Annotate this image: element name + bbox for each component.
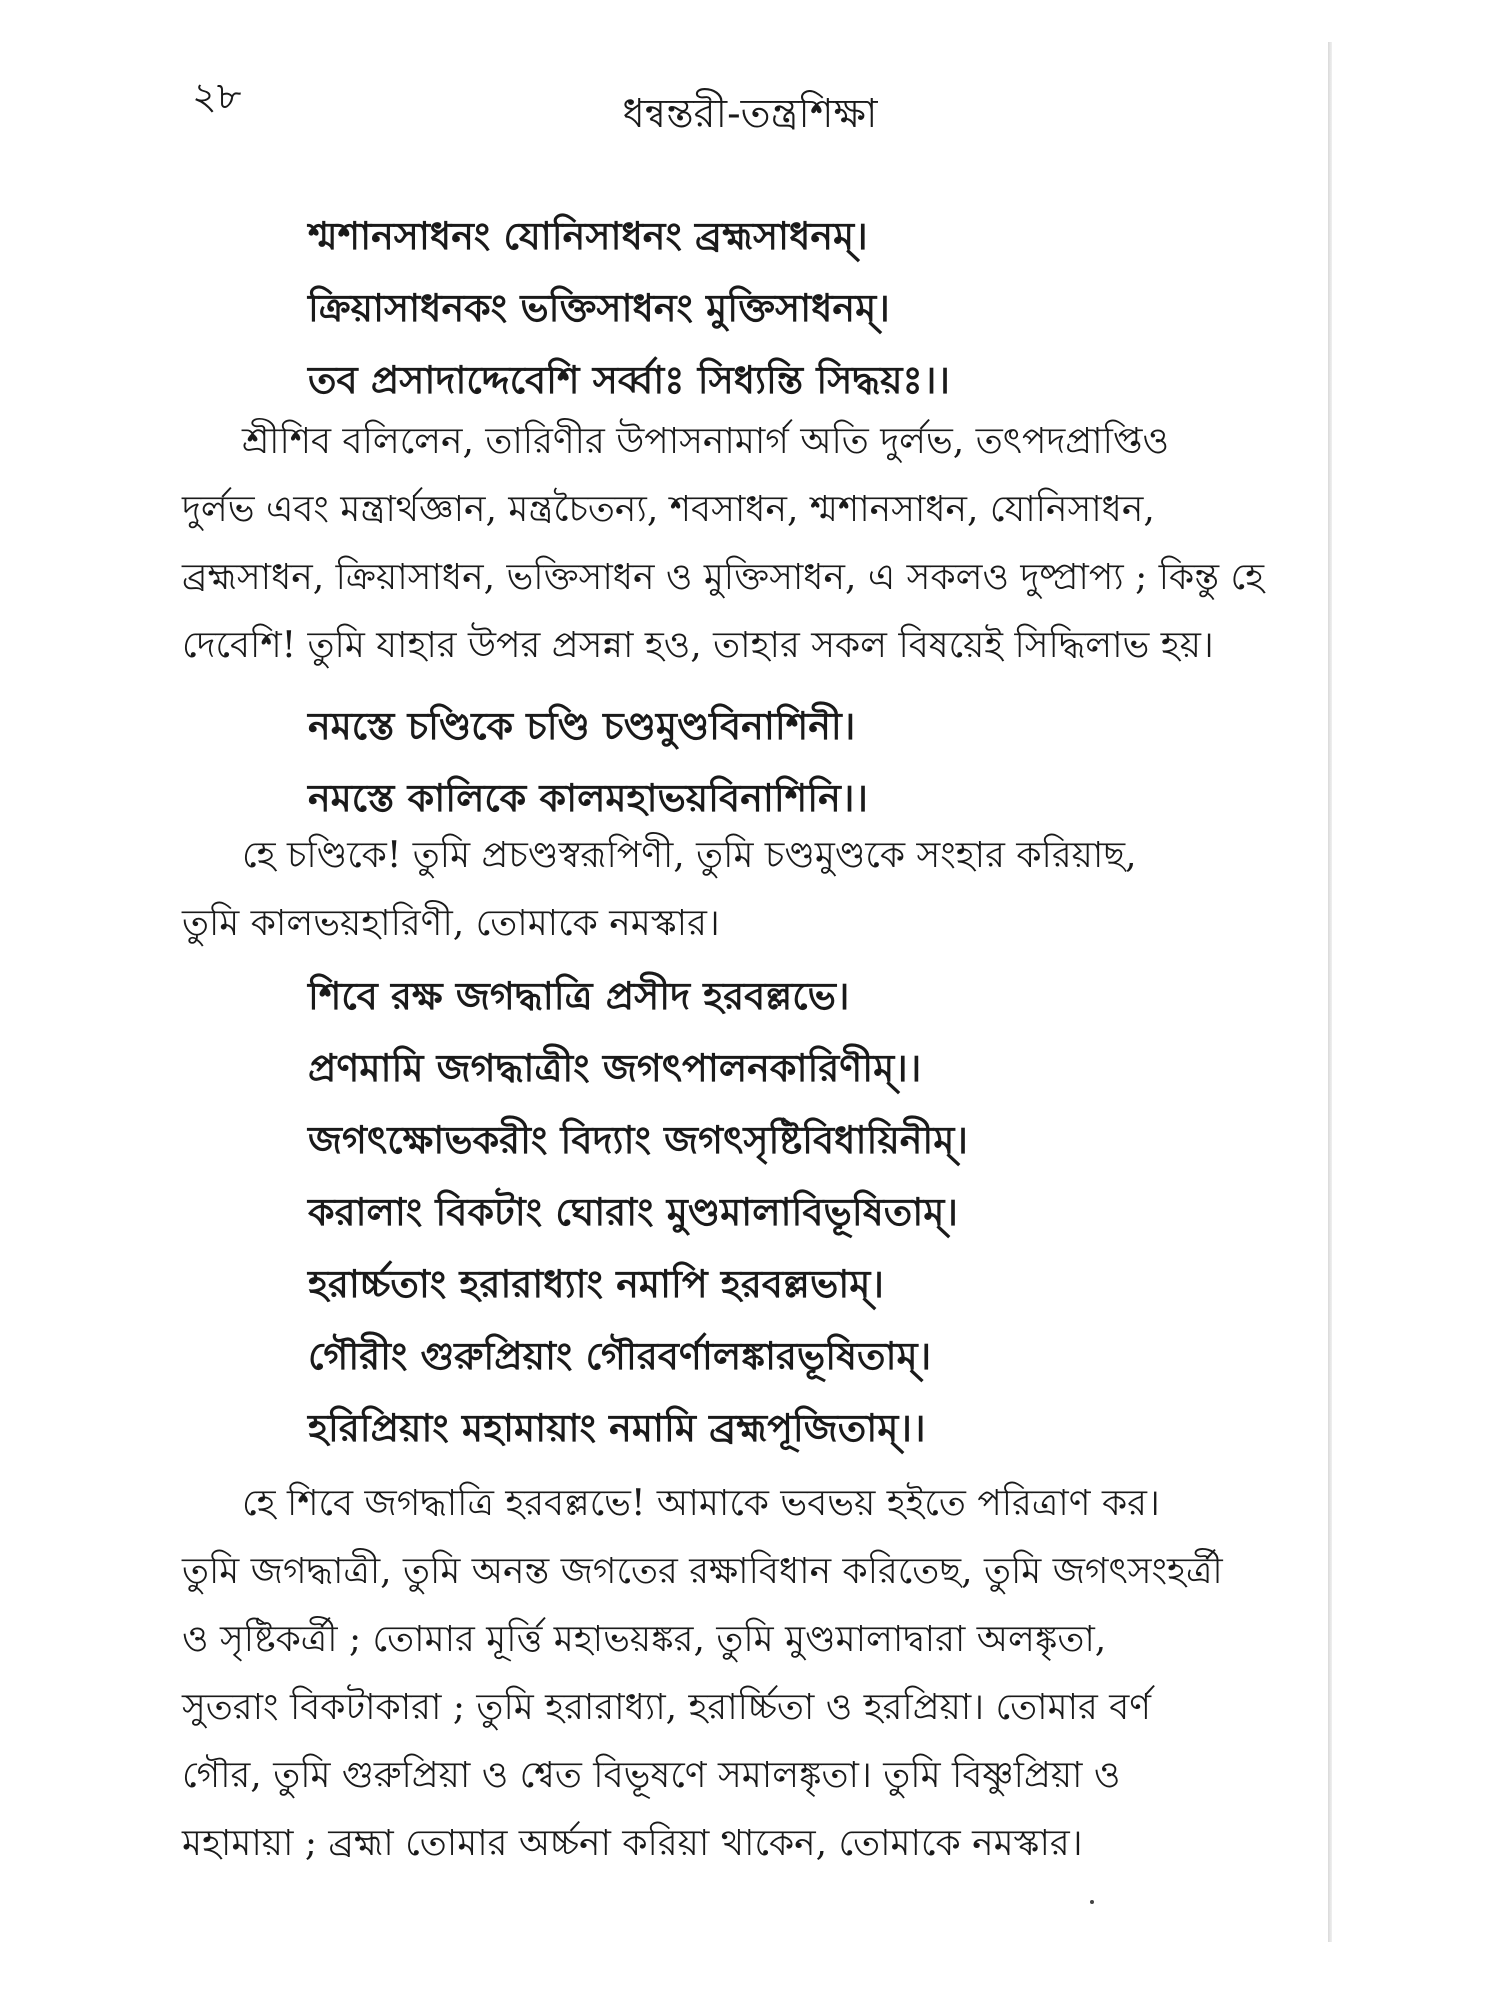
verse-line: গৌরীং গুরুপ্রিয়াং গৌরবর্ণালঙ্কারভূষিতাম্। (308, 1333, 932, 1378)
verse-line: শিবে রক্ষ জগদ্ধাত্রি প্রসীদ হরবল্লভে। (308, 973, 850, 1018)
prose-line: হে শিবে জগদ্ধাত্রি হরবল্লভে! আমাকে ভবভয় হইতে পরিত্রাণ কর। (242, 1483, 1160, 1524)
verse-block-2 (308, 690, 1308, 834)
prose-line: শ্রীশিব বলিলেন, তারিণীর উপাসনামার্গ অতি দুর্লভ, তৎপদপ্রাপ্তিও (242, 421, 1169, 462)
prose-line: দুর্লভ এবং মন্ত্রার্থজ্ঞান, মন্ত্রচৈতন্য, শবসাধন, শ্মশানসাধন, যোনিসাধন, (182, 489, 1155, 530)
verse-line: হরিপ্রিয়াং মহামায়াং নমামি ব্রহ্মপূজিতাম্।। (308, 1405, 926, 1450)
prose-line: ব্রহ্মসাধন, ক্রিয়াসাধন, ভক্তিসাধন ও মুক্তিসাধন, এ সকলও দুষ্প্রাপ্য ; কিন্তু হে (182, 557, 1265, 598)
verse-line: শ্মশানসাধনং যোনিসাধনং ব্রহ্মসাধনম্। (308, 213, 868, 258)
verse-line: জগৎক্ষোভকরীং বিদ্যাং জগৎসৃষ্টিবিধায়িনীম্। (308, 1117, 968, 1162)
prose-line: ও সৃষ্টিকর্ত্রী ; তোমার মূর্ত্তি মহাভয়ঙ্কর, তুমি মুণ্ডমালাদ্বারা অলঙ্কৃতা, (182, 1619, 1107, 1660)
prose-line: মহামায়া ; ব্রহ্মা তোমার অর্চ্চনা করিয়া থাকেন, তোমাকে নমস্কার। (182, 1823, 1083, 1864)
prose-paragraph-3 (182, 1470, 1332, 1878)
prose-line: তুমি জগদ্ধাত্রী, তুমি অনন্ত জগতের রক্ষাবিধান করিতেছ, তুমি জগৎসংহর্ত্রী (182, 1551, 1223, 1592)
prose-paragraph-2 (182, 822, 1332, 958)
prose-paragraph-1 (182, 408, 1332, 680)
verse-line: তব প্রসাদাদ্দেবেশি সর্ব্বাঃ সিধ্যন্তি সিদ্ধয়ঃ।। (308, 357, 950, 402)
prose-line: সুতরাং বিকটাকারা ; তুমি হরারাধ্যা, হরার্চ্চিতা ও হরপ্রিয়া। তোমার বর্ণ (182, 1687, 1152, 1728)
verse-line: করালাং বিকটাং ঘোরাং মুণ্ডমালাবিভূষিতাম্। (308, 1189, 958, 1234)
verse-line: প্রণমামি জগদ্ধাত্রীং জগৎপালনকারিণীম্।। (308, 1045, 922, 1090)
prose-line: তুমি কালভয়হারিণী, তোমাকে নমস্কার। (182, 903, 720, 944)
prose-line: গৌর, তুমি গুরুপ্রিয়া ও শ্বেত বিভূষণে সমালঙ্কৃতা। তুমি বিষ্ণুপ্রিয়া ও (182, 1755, 1121, 1796)
verse-line: ক্রিয়াসাধনকং ভক্তিসাধনং মুক্তিসাধনম্। (308, 285, 890, 330)
verse-block-3 (308, 960, 1308, 1464)
prose-line: হে চণ্ডিকে! তুমি প্রচণ্ডস্বরূপিণী, তুমি চণ্ডমুণ্ডকে সংহার করিয়াছ, (242, 835, 1137, 876)
prose-line: দেবেশি! তুমি যাহার উপর প্রসন্না হও, তাহার সকল বিষয়েই সিদ্ধিলাভ হয়। (182, 625, 1214, 666)
verse-line: হরার্চ্চতাং হরারাধ্যাং নমাপি হরবল্লভাম্। (308, 1261, 884, 1306)
ink-speck (1090, 1900, 1094, 1904)
page-number: ২৮ (192, 74, 242, 118)
verse-line: নমস্তে চণ্ডিকে চণ্ডি চণ্ডমুণ্ডবিনাশিনী। (308, 703, 856, 748)
verse-block-1 (308, 200, 1308, 416)
running-title: ধন্বন্তরী-তন্ত্রশিক্ষা (622, 91, 878, 137)
verse-line: নমস্তে কালিকে কালমহাভয়বিনাশিনি।। (308, 775, 868, 820)
